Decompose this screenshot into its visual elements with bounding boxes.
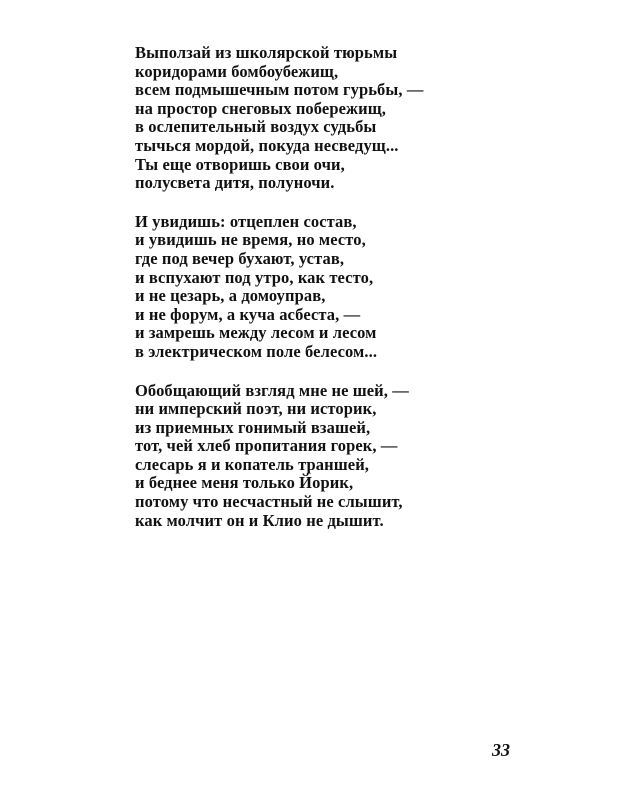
poem-line: где под вечер бухают, устав, [135, 248, 345, 268]
poem-line: тот, чей хлеб пропитания горек, — [135, 436, 398, 456]
poem-line: в электрическом поле белесом... [135, 341, 378, 361]
poem-line: в ослепительный воздух судьбы [135, 117, 377, 137]
page-number: 33 [492, 740, 510, 760]
poem-line: Выползай из школярской тюрьмы [135, 43, 398, 62]
poem-line: и вспухают под утро, как тесто, [135, 267, 374, 287]
poem-line: из приемных гонимый взашей, [135, 417, 371, 437]
stanza-2 [135, 213, 515, 362]
poem-line: на простор снеговых побережищ, [135, 98, 386, 118]
stanza-1 [135, 44, 515, 193]
poem-line: Ты еще отворишь свои очи, [135, 154, 345, 174]
poem-line: И увидишь: отцеплен состав, [135, 211, 357, 231]
poem-line: полусвета дитя, полуночи. [135, 173, 335, 193]
stanza-3 [135, 382, 515, 531]
poem-line: и не форум, а куча асбеста, — [135, 304, 361, 324]
poem-line: и не цезарь, а домоуправ, [135, 286, 326, 306]
poem-line: и увидишь не время, но место, [135, 230, 366, 250]
poem [135, 44, 515, 550]
poem-line: как молчит он и Клио не дышит. [135, 510, 384, 530]
poem-line: Обобщающий взгляд мне не шей, — [135, 380, 409, 400]
poem-line: и замрешь между лесом и лесом [135, 323, 377, 343]
poem-line: всем подмышечным потом гурьбы, — [135, 80, 424, 100]
poem-line: коридорами бомбоубежищ, [135, 61, 339, 81]
poem-line: ни имперский поэт, ни историк, [135, 399, 377, 419]
poem-line: потому что несчастный не слышит, [135, 492, 403, 512]
poem-line: слесарь я и копатель траншей, [135, 454, 370, 474]
poem-line: и беднее меня только Йорик, [135, 473, 354, 493]
poem-line: тычься мордой, покуда несведущ... [135, 135, 399, 155]
